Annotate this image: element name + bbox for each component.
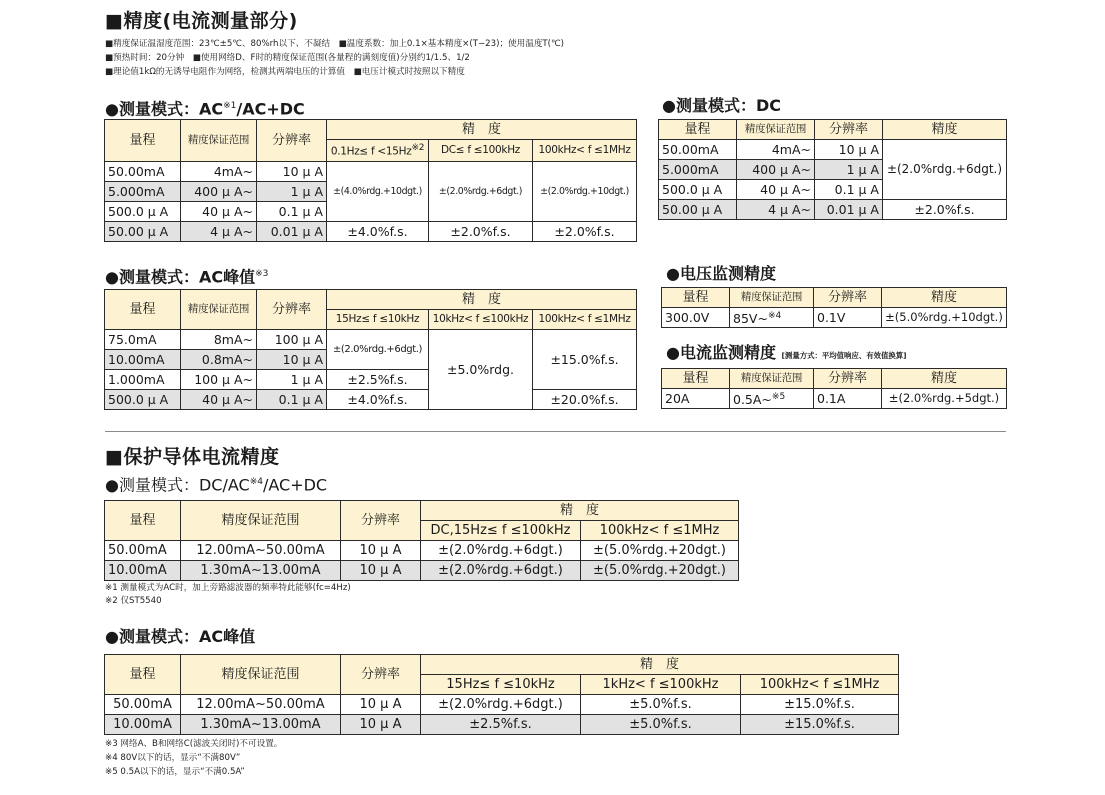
- header-range: 量程: [662, 288, 730, 308]
- table-row: [105, 541, 739, 561]
- footnote-4: ※4 80V以下的话，显示“不满80V”: [105, 753, 241, 763]
- header-spec-range: 精度保证范围: [730, 288, 814, 308]
- accuracy-cell: ±(2.0%rdg.+6dgt.): [327, 330, 429, 370]
- range-cell: 50.00mA: [105, 161, 181, 181]
- header-accuracy: 精 度: [421, 655, 899, 675]
- spec-cell: 4mA~: [181, 161, 257, 181]
- res-cell: 10 μ A: [341, 695, 421, 715]
- spec-cell: 400 μ A~: [181, 181, 257, 201]
- header-resolution: 分辨率: [341, 655, 421, 695]
- measurement-method-note: [测量方式：平均值响应、有效值换算]: [781, 351, 907, 360]
- res-cell: 1 μ A: [257, 370, 327, 390]
- header-resolution: 分辨率: [341, 501, 421, 541]
- header-freq-1: DC,15Hz≤ f ≤100kHz: [421, 521, 581, 541]
- header-accuracy: 精度: [882, 369, 1007, 389]
- range-cell: 1.000mA: [105, 370, 181, 390]
- spec-note-1: ■精度保证温湿度范围：23℃±5℃、80%rh以下、不凝结 ■温度系数：加上0.1×基本精度×(T−23)；使用温度T(℃): [105, 39, 565, 49]
- range-cell: 10.00mA: [105, 350, 181, 370]
- mode-title-voltage-monitor: ●电压监测精度: [666, 264, 776, 283]
- mode-title-dc-ac: ●测量模式：$DC/AC^{※4}/AC+DC$: [105, 475, 328, 495]
- spec-cell: 40 μ A~: [181, 201, 257, 221]
- accuracy-cell: ±2.0%f.s.: [533, 221, 637, 241]
- accuracy-cell: ±15.0%f.s.: [741, 715, 899, 735]
- res-cell: 100 μ A: [257, 330, 327, 350]
- header-freq-2: 10kHz< f ≤100kHz: [429, 310, 533, 330]
- range-cell: 50.00mA: [659, 140, 737, 160]
- header-freq-1: 0.1Hz≤ f <15Hz※2: [327, 140, 429, 162]
- range-cell: 20A: [662, 389, 730, 409]
- header-accuracy: 精度: [883, 120, 1007, 140]
- accuracy-cell: ±4.0%f.s.: [327, 390, 429, 410]
- accuracy-cell: ±20.0%f.s.: [533, 390, 637, 410]
- table-current-monitor: [661, 368, 1007, 409]
- accuracy-cell: ±(2.0%rdg.+5dgt.): [882, 389, 1007, 409]
- header-spec-range: 精度保证范围: [181, 501, 341, 541]
- header-resolution: 分辨率: [814, 369, 882, 389]
- range-cell: 300.0V: [662, 308, 730, 328]
- footnote-5: ※5 0.5A以下的话，显示“不满0.5A”: [105, 767, 245, 777]
- header-spec-range: 精度保证范围: [730, 369, 814, 389]
- table-row: [105, 330, 637, 350]
- table-protective-dc-ac: [104, 500, 739, 581]
- res-cell: 0.1 μ A: [815, 180, 883, 200]
- mode-title-dc: ●测量模式：DC: [662, 96, 781, 115]
- table-row: [105, 390, 637, 410]
- res-cell: 10 μ A: [341, 541, 421, 561]
- table-row: [662, 389, 1007, 409]
- accuracy-cell: ±(2.0%rdg.+6dgt.): [883, 140, 1007, 200]
- table-protective-ac-peak: [104, 654, 899, 735]
- res-cell: 0.1 μ A: [257, 201, 327, 221]
- header-range: 量程: [105, 501, 181, 541]
- header-range: 量程: [105, 120, 181, 162]
- spec-cell: 12.00mA~50.00mA: [181, 695, 341, 715]
- accuracy-cell: ±(2.0%rdg.+6dgt.): [421, 695, 581, 715]
- header-accuracy: 精度: [882, 288, 1007, 308]
- spec-cell: 4mA~: [737, 140, 815, 160]
- res-cell: 0.1 μ A: [257, 390, 327, 410]
- accuracy-cell: ±(5.0%rdg.+10dgt.): [882, 308, 1007, 328]
- accuracy-cell: ±(5.0%rdg.+20dgt.): [581, 561, 739, 581]
- header-accuracy: 精 度: [421, 501, 739, 521]
- res-cell: 10 μ A: [341, 715, 421, 735]
- spec-cell: 8mA~: [181, 330, 257, 350]
- accuracy-cell: ±15.0%f.s.: [533, 330, 637, 390]
- table-row: [105, 221, 637, 241]
- res-cell: 0.01 μ A: [257, 221, 327, 241]
- spec-note-2: ■预热时间：20分钟 ■使用网络D、F时的精度保证范围(各量程的满刻度值)分别约1/1.5、1/2: [105, 53, 470, 63]
- footnote-2: ※2 仅ST5540: [105, 596, 162, 606]
- spec-cell: 1.30mA~13.00mA: [181, 715, 341, 735]
- accuracy-cell: ±5.0%f.s.: [581, 715, 741, 735]
- header-spec-range: 精度保证范围: [181, 290, 257, 330]
- spec-cell: 40 μ A~: [181, 390, 257, 410]
- spec-cell: 0.8mA~: [181, 350, 257, 370]
- table-row: [659, 140, 1007, 160]
- spec-cell: 4 μ A~: [181, 221, 257, 241]
- header-range: 量程: [659, 120, 737, 140]
- accuracy-cell: ±(2.0%rdg.+6dgt.): [421, 561, 581, 581]
- mode-title-ac-peak-2: ●测量模式：AC峰值: [105, 627, 256, 646]
- table-row: [105, 715, 899, 735]
- accuracy-cell: ±2.0%f.s.: [883, 200, 1007, 220]
- accuracy-cell: ±(2.0%rdg.+6dgt.): [429, 161, 533, 221]
- range-cell: 50.00 μ A: [105, 221, 181, 241]
- table-dc-accuracy: [658, 119, 1007, 220]
- table-row: [105, 561, 739, 581]
- table-row: [105, 695, 899, 715]
- header-resolution: 分辨率: [814, 288, 882, 308]
- accuracy-cell: ±5.0%rdg.: [429, 330, 533, 410]
- range-cell: 5.000mA: [659, 160, 737, 180]
- spec-cell: 100 μ A~: [181, 370, 257, 390]
- header-spec-range: 精度保证范围: [737, 120, 815, 140]
- header-freq-1: 15Hz≤ f ≤10kHz: [327, 310, 429, 330]
- header-spec-range: 精度保证范围: [181, 120, 257, 162]
- header-freq-2: 100kHz< f ≤1MHz: [581, 521, 739, 541]
- spec-note-3: ■理论值1kΩ的无诱导电阻作为网络，检测其两端电压的计算值 ■电压计模式时按照以下精度: [105, 67, 465, 77]
- accuracy-cell: ±4.0%f.s.: [327, 221, 429, 241]
- table-row: [662, 308, 1007, 328]
- spec-cell: 85V~$^{※4}$: [730, 308, 814, 328]
- table-ac-peak-accuracy: [104, 289, 637, 410]
- spec-cell: 4 μ A~: [737, 200, 815, 220]
- spec-cell: 400 μ A~: [737, 160, 815, 180]
- header-range: 量程: [105, 290, 181, 330]
- res-cell: 1 μ A: [257, 181, 327, 201]
- res-cell: 10 μ A: [341, 561, 421, 581]
- section-title-current-accuracy: ■精度(电流测量部分): [105, 10, 298, 32]
- header-freq-3: 100kHz< f ≤1MHz: [533, 140, 637, 162]
- res-cell: 1 μ A: [815, 160, 883, 180]
- accuracy-cell: ±(2.0%rdg.+6dgt.): [421, 541, 581, 561]
- header-freq-2: DC≤ f ≤100kHz: [429, 140, 533, 162]
- header-resolution: 分辨率: [815, 120, 883, 140]
- header-range: 量程: [662, 369, 730, 389]
- accuracy-cell: ±2.5%f.s.: [327, 370, 429, 390]
- res-cell: 0.1A: [814, 389, 882, 409]
- range-cell: 10.00mA: [105, 715, 181, 735]
- range-cell: 500.0 μ A: [105, 390, 181, 410]
- accuracy-cell: ±(5.0%rdg.+20dgt.): [581, 541, 739, 561]
- table-row: [659, 200, 1007, 220]
- range-cell: 50.00 μ A: [659, 200, 737, 220]
- range-cell: 10.00mA: [105, 561, 181, 581]
- spec-cell: 12.00mA~50.00mA: [181, 541, 341, 561]
- header-range: 量程: [105, 655, 181, 695]
- footnote-3: ※3 网络A、B和网络C(滤波关闭时)不可设置。: [105, 739, 283, 749]
- section-title-protective-conductor: ■保护导体电流精度: [105, 446, 280, 468]
- mode-title-ac: ●测量模式：$AC^{※1}/AC+DC$: [105, 99, 305, 119]
- range-cell: 500.0 μ A: [105, 201, 181, 221]
- header-accuracy: 精 度: [327, 290, 637, 310]
- mode-title-ac-peak: ●测量模式：AC峰值$^{※3}$: [105, 267, 269, 287]
- table-row: [105, 161, 637, 181]
- range-cell: 500.0 μ A: [659, 180, 737, 200]
- accuracy-cell: ±2.5%f.s.: [421, 715, 581, 735]
- header-freq-3: 100kHz< f ≤1MHz: [741, 675, 899, 695]
- accuracy-cell: ±(2.0%rdg.+10dgt.): [533, 161, 637, 221]
- header-freq-2: 1kHz< f ≤100kHz: [581, 675, 741, 695]
- res-cell: 10 μ A: [815, 140, 883, 160]
- accuracy-cell: ±(4.0%rdg.+10dgt.): [327, 161, 429, 221]
- spec-cell: 1.30mA~13.00mA: [181, 561, 341, 581]
- range-cell: 50.00mA: [105, 695, 181, 715]
- table-ac-accuracy: [104, 119, 637, 242]
- footnote-1: ※1 测量模式为AC时，加上旁路滤波器的频率特此能够(fc=4Hz): [105, 583, 351, 593]
- spec-cell: 40 μ A~: [737, 180, 815, 200]
- mode-title-current-monitor: ●电流监测精度 [测量方式：平均值响应、有效值换算]: [666, 343, 907, 362]
- range-cell: 5.000mA: [105, 181, 181, 201]
- range-cell: 75.0mA: [105, 330, 181, 350]
- res-cell: 0.1V: [814, 308, 882, 328]
- header-freq-3: 100kHz< f ≤1MHz: [533, 310, 637, 330]
- spec-cell: 0.5A~$^{※5}$: [730, 389, 814, 409]
- accuracy-cell: ±5.0%f.s.: [581, 695, 741, 715]
- header-accuracy: 精 度: [327, 120, 637, 140]
- range-cell: 50.00mA: [105, 541, 181, 561]
- header-resolution: 分辨率: [257, 120, 327, 162]
- header-freq-1: 15Hz≤ f ≤10kHz: [421, 675, 581, 695]
- header-resolution: 分辨率: [257, 290, 327, 330]
- header-spec-range: 精度保证范围: [181, 655, 341, 695]
- accuracy-cell: ±2.0%f.s.: [429, 221, 533, 241]
- accuracy-cell: ±15.0%f.s.: [741, 695, 899, 715]
- res-cell: 10 μ A: [257, 350, 327, 370]
- table-voltage-monitor: [661, 287, 1007, 328]
- res-cell: 0.01 μ A: [815, 200, 883, 220]
- res-cell: 10 μ A: [257, 161, 327, 181]
- section-divider: [105, 431, 1006, 432]
